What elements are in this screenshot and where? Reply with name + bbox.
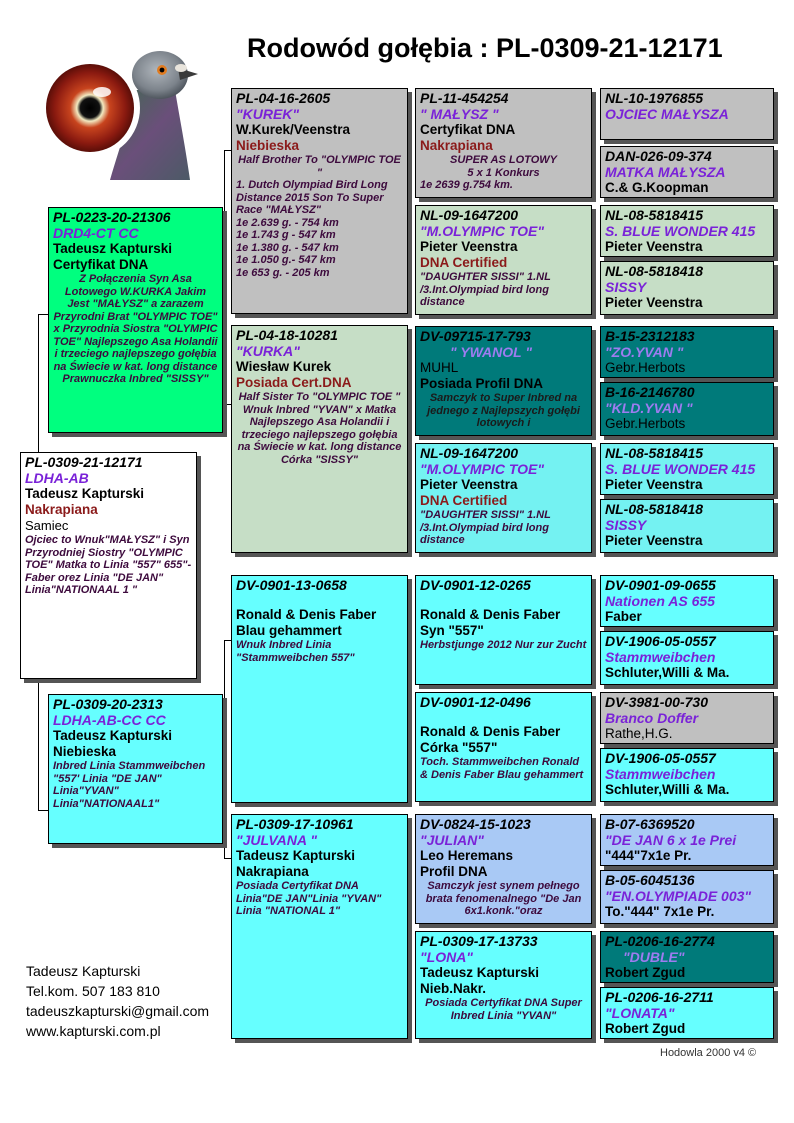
color: Nakrapiana [25,502,98,517]
description: SUPER AS LOTOWY [450,154,557,166]
ring-number: PL-0309-21-12171 [25,454,143,470]
ring-number: NL-10-1976855 [605,90,704,106]
ggp-card-9 [600,575,774,627]
ring-number: PL-0309-20-2313 [53,696,163,712]
color: Nieb.Nakr. [420,981,487,996]
owner: Tadeusz Kapturski [420,965,540,980]
tree-connector [38,810,48,811]
pigeon-head-icon [40,30,200,180]
owner: Pieter Veenstra [605,477,703,492]
pigeon-name: "DE JAN 6 x 1e Prei [605,832,737,848]
subject-pigeon-card [20,452,197,679]
pigeon-name: " YWANOL " [450,344,532,360]
owner: Tadeusz Kapturski [25,486,145,501]
owner: Ronald & Denis Faber [236,607,377,622]
ggp-card-5 [600,326,774,378]
ggp-card-11 [600,692,774,744]
owner: Schluter,Willi & Ma. [605,665,730,680]
result-line: 1e 2.639 g. - 754 km [236,216,339,229]
ring-number: NL-09-1647200 [420,207,519,223]
ring-number: DV-1906-05-0557 [605,750,716,766]
ring-number: PL-0206-16-2711 [605,989,714,1005]
certificate: DNA Certified [420,493,508,508]
color: Syn "557" [420,623,484,638]
owner: C.& G.Koopman [605,180,709,195]
ggp-card-4 [600,261,774,315]
color: Blau gehammert [236,623,342,638]
pigeon-name: Nationen AS 655 [605,593,715,609]
ring-number: PL-0206-16-2774 [605,933,715,949]
ggp-card-15 [600,931,774,983]
description: Samczyk jest synem pełnego brata fenomenalnego "De Jan 6x1.konk."oraz [425,880,582,917]
tree-connector [38,680,39,810]
pigeon-name: "LONATA" [605,1005,675,1021]
owner: W.Kurek/Veenstra [236,122,351,137]
father-card [48,207,223,433]
ring-number: B-16-2146780 [605,384,695,400]
certificate: Posiada Cert.DNA [236,375,352,390]
mother-card [48,694,223,844]
description: Ojciec to Wnuk"MAŁYSZ" i Syn Przyrodniej Siostry "OLYMPIC TOE" Matka to Linia "557" 655"- Faber orez Linia "DE JAN" Linia"NATIONAAL 1 " [25,534,192,596]
mmm-card [415,931,592,1039]
mfm-card [415,692,592,802]
ring-number: DAN-026-09-374 [605,148,712,164]
owner: Tadeusz Kapturski [53,241,173,256]
owner: Pieter Veenstra [420,239,518,254]
mm-card [231,814,408,1039]
certificate: Posiada Profil DNA [420,376,544,391]
owner: Gebr.Herbots [605,416,686,431]
ring-number: B-15-2312183 [605,328,695,344]
owner: Wiesław Kurek [236,359,332,374]
pigeon-name: Stammweibchen [605,766,716,782]
pigeon-name: S. BLUE WONDER 415 [605,223,756,239]
pigeon-name: SISSY [605,517,647,533]
ring-number: DV-0901-13-0658 [236,577,347,593]
ring-number: DV-3981-00-730 [605,694,708,710]
tree-connector [224,640,225,858]
owner: Ronald & Denis Faber [420,607,561,622]
fff-card [415,88,592,198]
color: Nakrapiana [420,138,493,153]
certificate: DNA Certified [420,255,508,270]
owner: Pieter Veenstra [605,239,703,254]
ggp-card-6 [600,382,774,436]
page-title: Rodowód gołębia : PL-0309-21-12171 [247,33,723,63]
ring-number: DV-0824-15-1023 [420,816,531,832]
pigeon-name: LDHA-AB [25,470,89,486]
description: Toch. Stammweibchen Ronald & Denis Faber Blau gehammert [420,756,584,781]
contact-info [26,961,209,1041]
ring-number: DV-09715-17-793 [420,328,531,344]
description: 5 x 1 Konkurs [467,166,540,179]
pigeon-name: "JULIAN" [420,832,484,848]
ggp-card-14 [600,870,774,924]
pigeon-name: "ZO.YVAN " [605,344,684,360]
description: Half Brother To "OLYMPIC TOE " [238,154,401,179]
ring-number: NL-08-5818415 [605,445,704,461]
ring-number: DV-0901-12-0265 [420,577,531,593]
ring-number: B-07-6369520 [605,816,695,832]
owner: Gebr.Herbots [605,360,686,375]
pigeon-name: MATKA MAŁYSZA [605,164,726,180]
owner: Robert Zgud [605,1021,686,1036]
description: Posiada Certyfikat DNA Super Inbred Linia "YVAN" [425,997,582,1022]
ggp-card-12 [600,748,774,802]
pigeon-name: Stammweibchen [605,649,716,665]
ggp-card-3 [600,205,774,257]
ring-number: NL-08-5818418 [605,263,704,279]
ring-number: PL-0309-17-10961 [236,816,354,832]
ring-number: PL-11-454254 [420,90,509,106]
tree-connector [38,314,48,315]
pigeon-name: "KURKA" [236,343,300,359]
description: Half Sister To "OLYMPIC TOE " [238,391,401,403]
ring-number: B-05-6045136 [605,872,695,888]
pigeon-name: "M.OLYMPIC TOE" [420,223,544,239]
fm-card [231,325,408,553]
pigeon-name: SISSY [605,279,647,295]
owner: Faber [605,609,642,624]
description: "DAUGHTER SISSI" 1.NL /3.Int.Olympiad bird long distance [420,271,551,308]
owner: Pieter Veenstra [605,295,703,310]
description: Wnuk Inbred "YVAN" x Matka Najlepszego Asa Holandii i trzeciego najlepszego gołębia na Świecie w kat. long distance Córka "SISSY" [237,403,402,466]
owner: To."444" 7x1e Pr. [605,904,715,919]
color: Nakrapiana [236,864,309,879]
ring-number: PL-04-18-10281 [236,327,338,343]
ring-number: NL-08-5818415 [605,207,704,223]
pigeon-name: OJCIEC MAŁYSZA [605,106,729,122]
ggp-card-13 [600,814,774,866]
owner: Tadeusz Kapturski [236,848,356,863]
ring-number: DV-0901-12-0496 [420,694,531,710]
owner: "444"7x1e Pr. [605,848,692,863]
mf-card [231,575,408,803]
owner: Tadeusz Kapturski [53,728,173,743]
ring-number: PL-0309-17-13733 [420,933,538,949]
owner: Certyfikat DNA [420,122,516,137]
pigeon-name: Branco Doffer [605,710,699,726]
ring-number: PL-0223-20-21306 [53,209,171,225]
mff-card [415,575,592,685]
color: Córka "557" [420,740,498,755]
contact-phone: Tel.kom. 507 183 810 [26,983,160,999]
owner: Pieter Veenstra [605,533,703,548]
ring-number: PL-04-16-2605 [236,90,331,106]
owner: MUHL [420,360,459,375]
result-line: 1e 1.743 g - 547 km [236,229,336,241]
ggp-card-2 [600,146,774,198]
description: Posiada Certyfikat DNA Linia"DE JAN"Linia "YVAN" Linia "NATIONAL 1" [236,880,382,917]
pigeon-name: DRD4-CT CC [53,225,139,241]
ggp-card-10 [600,631,774,685]
pigeon-name: "DUBLE" [623,949,685,965]
ggp-card-7 [600,443,774,495]
result-line: 1e 1.380 g. - 547 km [236,241,339,254]
contact-email[interactable]: tadeuszkapturski@gmail.com [26,1003,210,1019]
certificate: Profil DNA [420,864,488,879]
description: Inbred Linia Stammweibchen "557' Linia "DE JAN" Linia"YVAN" Linia"NATIONAAL1" [53,760,206,810]
footer-note: Hodowla 2000 v4 © [660,1047,757,1059]
pigeon-name: "KLD.YVAN " [605,400,693,416]
ring-number: DV-0901-09-0655 [605,577,716,593]
contact-name: Tadeusz Kapturski [26,963,141,979]
description: 1e 2639 g.754 km. [420,179,513,191]
description: Wnuk Inbred Linia "Stammweibchen 557" [236,639,355,664]
owner: Ronald & Denis Faber [420,724,561,739]
fmf-card [415,326,592,436]
ggp-card-16 [600,987,774,1039]
owner: Robert Zgud [605,965,686,980]
mmf-card [415,814,592,924]
ffm-card [415,205,592,315]
ff-card [231,88,408,314]
ring-number: NL-08-5818418 [605,501,704,517]
ggp-card-1 [600,88,774,140]
fmm-card [415,443,592,553]
description: Herbstjunge 2012 Nur zur Zucht [420,639,587,651]
pigeon-name: LDHA-AB-CC CC [53,712,166,728]
owner: Pieter Veenstra [420,477,518,492]
description: Z Połączenia Syn Asa Lotowego W.KURKA Jakim Jest "MAŁYSZ" a zarazem Przyrodni Brat "OLYMPIC TOE" x Przyrodnia Siostra "OLYMPIC TOE" Najlepszego Asa Holandii i trzeciego najlepszego gołębia na Świecie w kat. long distance Prawnuczka Inbred "SISSY" [53,273,218,385]
ring-number: DV-1906-05-0557 [605,633,716,649]
pigeon-name: S. BLUE WONDER 415 [605,461,756,477]
owner: Rathe,H.G. [605,726,673,741]
description: 1. Dutch Olympiad Bird Long Distance 2015 Son To Super Race "MAŁYSZ" [236,179,388,216]
contact-website[interactable]: www.kapturski.com.pl [26,1023,161,1039]
ggp-card-8 [600,499,774,553]
pigeon-name: "M.OLYMPIC TOE" [420,461,544,477]
tree-connector [224,150,225,404]
sex: Samiec [25,518,69,533]
description: "DAUGHTER SISSI" 1.NL /3.Int.Olympiad bird long distance [420,509,551,546]
color: Niebieska [53,744,117,759]
pigeon-name: " MAŁYSZ " [420,106,499,122]
tree-connector [38,314,39,454]
result-line: 1e 653 g. - 205 km [236,266,330,279]
description: Samczyk to Super Inbred na jednego z Najlepszych gołębi lotowych i [427,392,580,429]
pigeon-name: "KUREK" [236,106,300,122]
owner: Schluter,Willi & Ma. [605,782,730,797]
color: Niebieska [236,138,300,153]
certificate: Certyfikat DNA [53,257,149,272]
pigeon-name: "JULVANA " [236,832,317,848]
result-line: 1e 1.050 g.- 547 km [236,254,336,266]
pigeon-name: "LONA" [420,949,473,965]
ring-number: NL-09-1647200 [420,445,519,461]
owner: Leo Heremans [420,848,514,863]
pigeon-name: "EN.OLYMPIADE 003" [605,888,752,904]
